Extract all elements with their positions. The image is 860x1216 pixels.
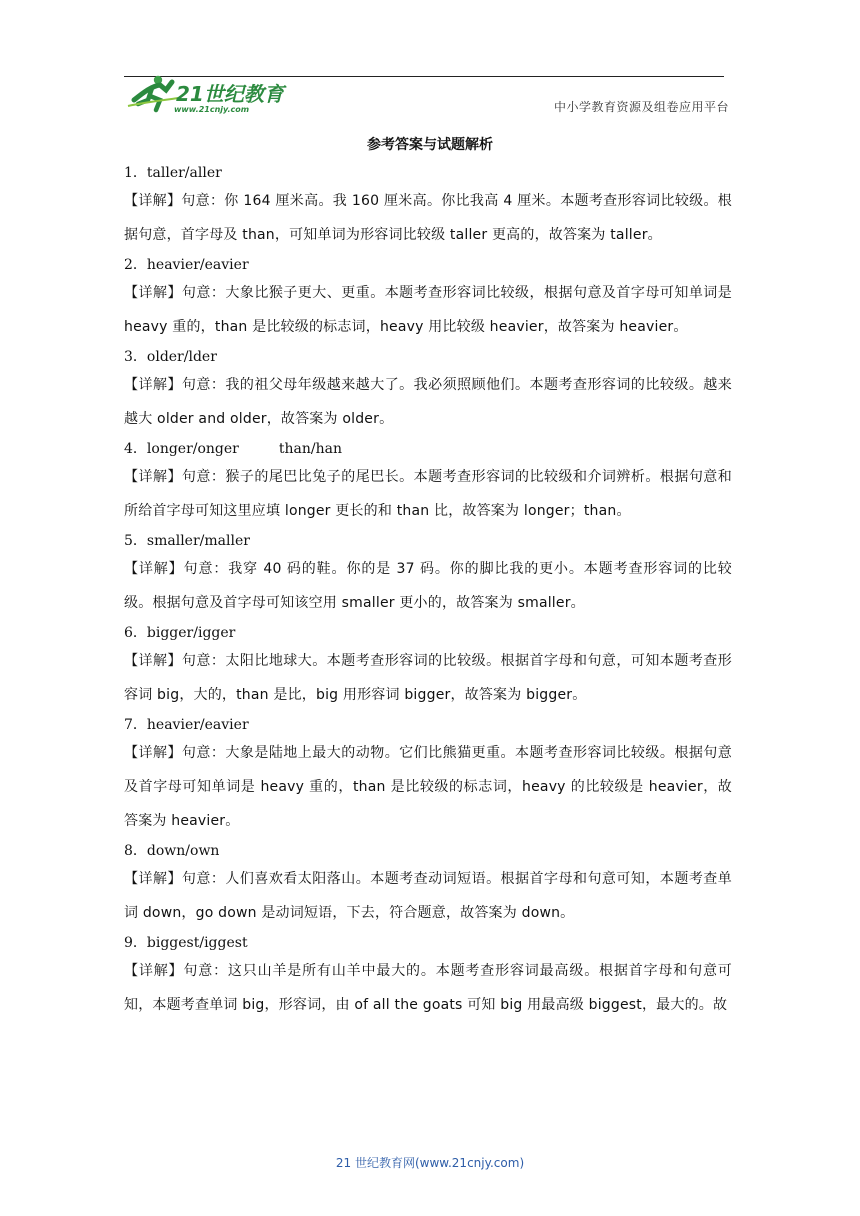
site-logo [126, 70, 291, 116]
explanation: 【详解】句意：大象是陆地上最大的动物。它们比熊猫更重。本题考查形容词比较级。根据句意及首字母可知单词是 heavy 重的，than 是比较级的标志词，heavy 的比较级是 heavier，故答案为 heavier。 [124, 745, 732, 829]
answer-line: 2．heavier/eavier [124, 257, 249, 273]
answer-item [124, 254, 732, 344]
answer-item [124, 840, 732, 930]
answer-item [124, 932, 732, 1022]
answer-line: 8．down/own [124, 843, 220, 859]
explanation: 【详解】句意：你 164 厘米高。我 160 厘米高。你比我高 4 厘米。本题考查形容词比较级。根据句意，首字母及 than，可知单词为形容词比较级 taller 更高的，故答案为 taller。 [124, 193, 732, 243]
runner-icon [126, 70, 291, 116]
explanation: 【详解】句意：我的祖父母年级越来越大了。我必须照顾他们。本题考查形容词的比较级。越来越大 older and older，故答案为 older。 [124, 377, 732, 427]
answer-item [124, 438, 732, 528]
explanation: 【详解】句意：太阳比地球大。本题考查形容词的比较级。根据首字母和句意，可知本题考查形容词 big，大的，than 是比，big 用形容词 bigger，故答案为 bigger。 [124, 653, 732, 703]
answer-item [124, 530, 732, 620]
answer-line: 6．bigger/igger [124, 625, 236, 641]
answer-line: 1．taller/aller [124, 165, 222, 181]
answer-item [124, 714, 732, 838]
page-title: 参考答案与试题解析 [367, 137, 493, 153]
answer-line: 9．biggest/iggest [124, 935, 248, 951]
answer-list [124, 160, 732, 1022]
footer-link[interactable]: 21 世纪教育网(www.21cnjy.com) [335, 1156, 525, 1170]
answer-item [124, 346, 732, 436]
explanation: 【详解】句意：大象比猴子更大、更重。本题考查形容词比较级，根据句意及首字母可知单词是 heavy 重的，than 是比较级的标志词，heavy 用比较级 heavier，故答案为 heavier。 [124, 285, 732, 335]
explanation: 【详解】句意：猴子的尾巴比兔子的尾巴长。本题考查形容词的比较级和介词辨析。根据句意和所给首字母可知这里应填 longer 更长的和 than 比，故答案为 longer；than。 [124, 469, 732, 519]
answer-line: 4．longer/onger than/han [124, 441, 342, 457]
answer-line: 7．heavier/eavier [124, 717, 249, 733]
answer-item [124, 162, 732, 252]
answer-line: 5．smaller/maller [124, 533, 250, 549]
svg-text:21世纪教育: 21世纪教育 [176, 82, 284, 106]
answer-item [124, 622, 732, 712]
second-answer: than/han [278, 441, 342, 457]
explanation: 【详解】句意：人们喜欢看太阳落山。本题考查动词短语。根据首字母和句意可知，本题考查单词 down，go down 是动词短语，下去，符合题意，故答案为 down。 [124, 871, 732, 921]
explanation: 【详解】句意：这只山羊是所有山羊中最大的。本题考查形容词最高级。根据首字母和句意可知，本题考查单词 big，形容词，由 of all the goats 可知 big 用最高级 biggest，最大的。故 [124, 963, 732, 1013]
answer-line: 3．older/lder [124, 349, 217, 365]
platform-name: 中小学教育资源及组卷应用平台 [553, 100, 729, 114]
explanation: 【详解】句意：我穿 40 码的鞋。你的是 37 码。你的脚比我的更小。本题考查形容词的比较级。根据句意及首字母可知该空用 smaller 更小的，故答案为 smaller。 [124, 561, 732, 611]
svg-text:www.21cnjy.com: www.21cnjy.com [174, 105, 250, 114]
